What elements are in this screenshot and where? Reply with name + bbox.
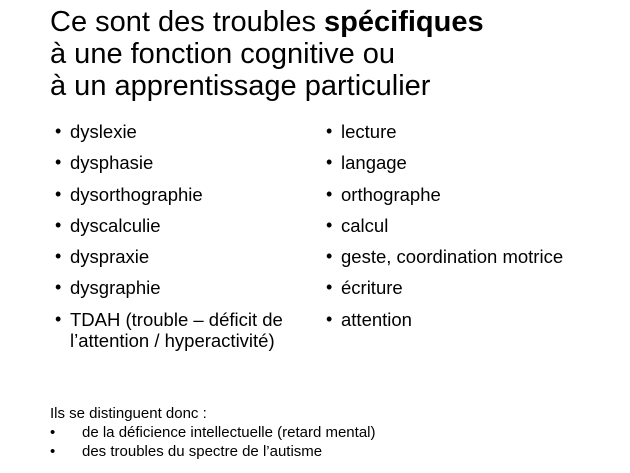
bullet: • <box>326 277 333 298</box>
list-item <box>326 309 626 330</box>
footer-intro: Ils se distinguent donc : <box>50 405 207 422</box>
bullet: • <box>326 214 333 235</box>
list-item <box>326 152 626 173</box>
bullet: • <box>50 424 56 441</box>
title-line-1 <box>50 6 610 38</box>
bullet: • <box>55 214 62 235</box>
title-line-2: à une fonction cognitive ou <box>50 38 396 70</box>
list-item-label: dysorthographie <box>70 183 203 205</box>
bullet: • <box>50 443 56 460</box>
bullet: • <box>326 152 333 173</box>
title-prefix: Ce sont des troubles <box>50 6 325 38</box>
bullet: • <box>326 308 333 329</box>
bullet: • <box>55 183 62 204</box>
list-item-label: dyscalculie <box>70 214 161 236</box>
list-item <box>55 152 295 173</box>
functions-list <box>326 121 626 340</box>
list-item-label: écriture <box>341 277 403 299</box>
list-item-label: calcul <box>341 214 389 236</box>
list-item <box>50 423 610 442</box>
title-emphasis: spécifiques <box>324 6 484 38</box>
list-item-label: dysgraphie <box>70 277 161 299</box>
bullet: • <box>55 308 62 329</box>
list-item <box>326 184 626 205</box>
bullet: • <box>55 277 62 298</box>
list-item <box>326 121 626 142</box>
list-item-label: des troubles du spectre de l’autisme <box>82 443 323 460</box>
slide-title <box>50 6 610 102</box>
list-item <box>50 442 610 461</box>
list-item <box>55 309 295 351</box>
footer-note <box>50 404 610 461</box>
list-item-label: de la déficience intellectuelle (retard mental) <box>82 424 376 441</box>
list-item <box>55 277 295 298</box>
list-item <box>326 215 626 236</box>
list-item-label: dysphasie <box>70 152 154 174</box>
list-item <box>55 215 295 236</box>
bullet: • <box>55 152 62 173</box>
footer-list <box>50 423 610 461</box>
list-item <box>55 246 295 267</box>
list-item <box>326 246 626 267</box>
bullet: • <box>326 246 333 267</box>
bullet: • <box>55 246 62 267</box>
list-item-label: lecture <box>341 121 397 142</box>
list-item-label: dyspraxie <box>70 246 150 268</box>
title-line-3: à un apprentissage particulier <box>50 70 431 102</box>
list-item-label: langage <box>341 152 407 174</box>
list-item <box>55 184 295 205</box>
list-item-label: geste, coordination motrice <box>341 246 564 268</box>
list-item <box>326 277 626 298</box>
disorders-list <box>55 121 295 361</box>
list-item-label: attention <box>341 308 412 330</box>
bullet: • <box>55 121 62 141</box>
list-item-label: TDAH (trouble – déficit de l’attention / hyperactivité) <box>70 308 283 351</box>
list-item-label: dyslexie <box>70 121 137 142</box>
bullet: • <box>326 183 333 204</box>
bullet: • <box>326 121 333 141</box>
list-item-label: orthographe <box>341 183 441 205</box>
list-item <box>55 121 295 142</box>
